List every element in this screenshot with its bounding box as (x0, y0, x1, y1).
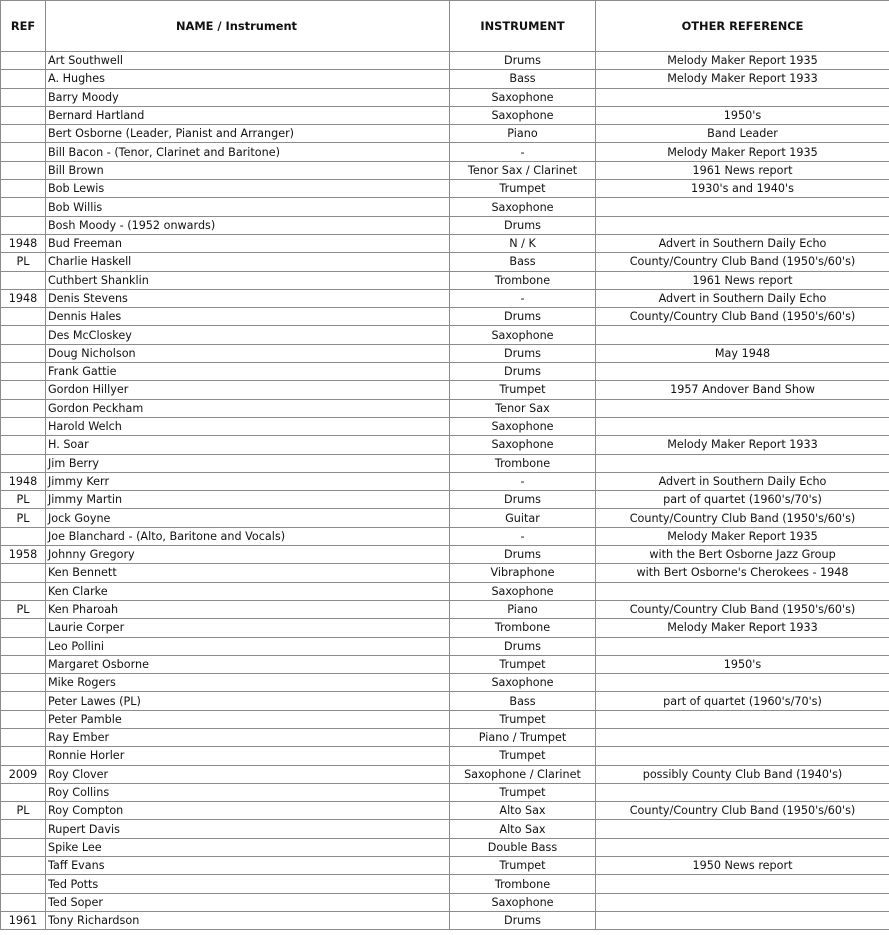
table-row (1, 326, 889, 344)
other-reference-cell (596, 911, 889, 929)
name-cell: Denis Stevens (46, 289, 450, 307)
name-cell: Cuthbert Shanklin (46, 271, 450, 289)
name-cell: Charlie Haskell (46, 253, 450, 271)
table-row (1, 253, 889, 271)
ref-cell (1, 710, 46, 728)
instrument-cell: Drums (450, 637, 596, 655)
instrument-cell: Drums (450, 216, 596, 234)
table-row (1, 454, 889, 472)
table-row (1, 582, 889, 600)
instrument-cell: Drums (450, 546, 596, 564)
table-row (1, 363, 889, 381)
table-row (1, 198, 889, 216)
name-cell: Laurie Corper (46, 619, 450, 637)
instrument-cell: Saxophone (450, 582, 596, 600)
ref-cell: 2009 (1, 765, 46, 783)
table-row (1, 527, 889, 545)
ref-cell: PL (1, 600, 46, 618)
name-cell: Leo Pollini (46, 637, 450, 655)
name-cell: Des McCloskey (46, 326, 450, 344)
other-reference-cell: County/Country Club Band (1950's/60's) (596, 509, 889, 527)
name-cell: Mike Rogers (46, 674, 450, 692)
other-reference-cell: 1961 News report (596, 161, 889, 179)
instrument-cell: - (450, 143, 596, 161)
name-cell: Ken Clarke (46, 582, 450, 600)
other-reference-cell (596, 674, 889, 692)
table-row (1, 655, 889, 673)
instrument-cell: Saxophone (450, 893, 596, 911)
table-row (1, 637, 889, 655)
name-cell: Spike Lee (46, 838, 450, 856)
ref-cell: 1961 (1, 911, 46, 929)
instrument-cell: Bass (450, 692, 596, 710)
name-cell: Dennis Hales (46, 308, 450, 326)
instrument-cell: Saxophone (450, 417, 596, 435)
table-row (1, 600, 889, 618)
table-row (1, 308, 889, 326)
other-reference-cell: with the Bert Osborne Jazz Group (596, 546, 889, 564)
instrument-cell: Trumpet (450, 857, 596, 875)
other-reference-cell: Advert in Southern Daily Echo (596, 472, 889, 490)
table-row (1, 710, 889, 728)
table-row (1, 783, 889, 801)
ref-cell (1, 198, 46, 216)
name-cell: Gordon Peckham (46, 399, 450, 417)
ref-cell: PL (1, 802, 46, 820)
ref-cell (1, 271, 46, 289)
other-reference-cell: Melody Maker Report 1933 (596, 619, 889, 637)
instrument-cell: Bass (450, 253, 596, 271)
instrument-cell: Tenor Sax / Clarinet (450, 161, 596, 179)
other-reference-cell: 1950's (596, 655, 889, 673)
ref-cell (1, 180, 46, 198)
name-cell: Bill Bacon - (Tenor, Clarinet and Baritone) (46, 143, 450, 161)
other-reference-cell: part of quartet (1960's/70's) (596, 491, 889, 509)
name-cell: Roy Clover (46, 765, 450, 783)
name-cell: Barry Moody (46, 88, 450, 106)
other-reference-cell (596, 216, 889, 234)
ref-cell (1, 637, 46, 655)
other-reference-cell: part of quartet (1960's/70's) (596, 692, 889, 710)
other-reference-cell (596, 820, 889, 838)
instrument-cell: Trombone (450, 454, 596, 472)
other-reference-cell (596, 454, 889, 472)
name-cell: Ray Ember (46, 728, 450, 746)
instrument-cell: Trumpet (450, 655, 596, 673)
instrument-cell: Piano / Trumpet (450, 728, 596, 746)
table-row (1, 180, 889, 198)
instrument-cell: Trumpet (450, 710, 596, 728)
table-row (1, 509, 889, 527)
instrument-cell: - (450, 472, 596, 490)
other-reference-cell (596, 728, 889, 746)
name-cell: Bill Brown (46, 161, 450, 179)
header-name: NAME / Instrument (46, 1, 450, 52)
table-row (1, 216, 889, 234)
other-reference-cell: County/Country Club Band (1950's/60's) (596, 802, 889, 820)
instrument-cell: Piano (450, 600, 596, 618)
ref-cell (1, 655, 46, 673)
name-cell: Taff Evans (46, 857, 450, 875)
instrument-cell: Trumpet (450, 180, 596, 198)
table-row (1, 143, 889, 161)
name-cell: Harold Welch (46, 417, 450, 435)
table-row (1, 765, 889, 783)
instrument-cell: Trombone (450, 271, 596, 289)
ref-cell (1, 820, 46, 838)
other-reference-cell (596, 710, 889, 728)
ref-cell (1, 88, 46, 106)
table-row (1, 234, 889, 252)
other-reference-cell (596, 88, 889, 106)
name-cell: Roy Compton (46, 802, 450, 820)
instrument-cell: Drums (450, 491, 596, 509)
instrument-cell: Saxophone (450, 106, 596, 124)
table-row (1, 728, 889, 746)
ref-cell (1, 436, 46, 454)
ref-cell (1, 582, 46, 600)
table-row (1, 88, 889, 106)
other-reference-cell: Melody Maker Report 1935 (596, 52, 889, 70)
other-reference-cell: 1961 News report (596, 271, 889, 289)
name-cell: Bob Lewis (46, 180, 450, 198)
name-cell: Jock Goyne (46, 509, 450, 527)
table-row (1, 564, 889, 582)
ref-cell (1, 216, 46, 234)
ref-cell (1, 674, 46, 692)
other-reference-cell: County/Country Club Band (1950's/60's) (596, 253, 889, 271)
instrument-cell: - (450, 527, 596, 545)
ref-cell (1, 838, 46, 856)
table-row (1, 436, 889, 454)
instrument-cell: Double Bass (450, 838, 596, 856)
instrument-cell: Trumpet (450, 381, 596, 399)
instrument-cell: Trumpet (450, 747, 596, 765)
name-cell: Frank Gattie (46, 363, 450, 381)
name-cell: Ronnie Horler (46, 747, 450, 765)
instrument-cell: Saxophone / Clarinet (450, 765, 596, 783)
name-cell: Peter Lawes (PL) (46, 692, 450, 710)
other-reference-cell: Melody Maker Report 1935 (596, 527, 889, 545)
table-row (1, 381, 889, 399)
ref-cell (1, 344, 46, 362)
table-row (1, 674, 889, 692)
other-reference-cell: Melody Maker Report 1933 (596, 70, 889, 88)
ref-cell: PL (1, 509, 46, 527)
table-row (1, 161, 889, 179)
table-row (1, 52, 889, 70)
ref-cell (1, 454, 46, 472)
table-row (1, 802, 889, 820)
table-row (1, 820, 889, 838)
other-reference-cell: Melody Maker Report 1935 (596, 143, 889, 161)
table-row (1, 893, 889, 911)
name-cell: Rupert Davis (46, 820, 450, 838)
ref-cell (1, 747, 46, 765)
ref-cell (1, 363, 46, 381)
table-row (1, 875, 889, 893)
other-reference-cell: County/Country Club Band (1950's/60's) (596, 600, 889, 618)
ref-cell: 1958 (1, 546, 46, 564)
instrument-cell: Guitar (450, 509, 596, 527)
other-reference-cell: 1950's (596, 106, 889, 124)
table-row (1, 417, 889, 435)
header-other-reference: OTHER REFERENCE (596, 1, 889, 52)
ref-cell: 1948 (1, 289, 46, 307)
instrument-cell: Trombone (450, 875, 596, 893)
name-cell: Bosh Moody - (1952 onwards) (46, 216, 450, 234)
name-cell: Bernard Hartland (46, 106, 450, 124)
name-cell: Bud Freeman (46, 234, 450, 252)
name-cell: Ken Pharoah (46, 600, 450, 618)
instrument-cell: Saxophone (450, 88, 596, 106)
instrument-cell: Saxophone (450, 436, 596, 454)
ref-cell (1, 381, 46, 399)
ref-cell (1, 52, 46, 70)
instrument-cell: - (450, 289, 596, 307)
ref-cell: 1948 (1, 234, 46, 252)
name-cell: Art Southwell (46, 52, 450, 70)
ref-cell (1, 783, 46, 801)
ref-cell (1, 308, 46, 326)
name-cell: Doug Nicholson (46, 344, 450, 362)
name-cell: Bob Willis (46, 198, 450, 216)
ref-cell (1, 417, 46, 435)
other-reference-cell: 1930's and 1940's (596, 180, 889, 198)
instrument-cell: Drums (450, 308, 596, 326)
table-row (1, 838, 889, 856)
other-reference-cell: May 1948 (596, 344, 889, 362)
ref-cell: 1948 (1, 472, 46, 490)
instrument-cell: Tenor Sax (450, 399, 596, 417)
other-reference-cell: County/Country Club Band (1950's/60's) (596, 308, 889, 326)
instrument-cell: Drums (450, 911, 596, 929)
name-cell: Joe Blanchard - (Alto, Baritone and Vocals) (46, 527, 450, 545)
ref-cell (1, 161, 46, 179)
table-row (1, 289, 889, 307)
other-reference-cell (596, 417, 889, 435)
instrument-cell: Drums (450, 52, 596, 70)
other-reference-cell: with Bert Osborne's Cherokees - 1948 (596, 564, 889, 582)
table-row (1, 472, 889, 490)
table-row (1, 747, 889, 765)
instrument-cell: Trumpet (450, 783, 596, 801)
other-reference-cell (596, 838, 889, 856)
name-cell: Bert Osborne (Leader, Pianist and Arranger) (46, 125, 450, 143)
table-row (1, 70, 889, 88)
other-reference-cell (596, 637, 889, 655)
name-cell: Jimmy Martin (46, 491, 450, 509)
instrument-cell: Piano (450, 125, 596, 143)
table-row (1, 857, 889, 875)
other-reference-cell: possibly County Club Band (1940's) (596, 765, 889, 783)
name-cell: Peter Pamble (46, 710, 450, 728)
instrument-cell: N / K (450, 234, 596, 252)
header-row (1, 1, 889, 52)
other-reference-cell (596, 893, 889, 911)
ref-cell (1, 857, 46, 875)
instrument-cell: Saxophone (450, 326, 596, 344)
name-cell: A. Hughes (46, 70, 450, 88)
instrument-cell: Alto Sax (450, 802, 596, 820)
name-cell: Ted Soper (46, 893, 450, 911)
table-row (1, 106, 889, 124)
table-row (1, 399, 889, 417)
other-reference-cell: 1950 News report (596, 857, 889, 875)
table-row (1, 692, 889, 710)
table-row (1, 911, 889, 929)
instrument-cell: Trombone (450, 619, 596, 637)
ref-cell (1, 70, 46, 88)
ref-cell (1, 692, 46, 710)
ref-cell (1, 875, 46, 893)
name-cell: Jimmy Kerr (46, 472, 450, 490)
instrument-cell: Bass (450, 70, 596, 88)
ref-cell (1, 893, 46, 911)
ref-cell (1, 564, 46, 582)
header-instrument: INSTRUMENT (450, 1, 596, 52)
other-reference-cell (596, 198, 889, 216)
other-reference-cell: Band Leader (596, 125, 889, 143)
other-reference-cell: Advert in Southern Daily Echo (596, 234, 889, 252)
name-cell: H. Soar (46, 436, 450, 454)
name-cell: Roy Collins (46, 783, 450, 801)
name-cell: Tony Richardson (46, 911, 450, 929)
other-reference-cell (596, 783, 889, 801)
name-cell: Margaret Osborne (46, 655, 450, 673)
ref-cell: PL (1, 253, 46, 271)
table-row (1, 271, 889, 289)
instrument-cell: Alto Sax (450, 820, 596, 838)
other-reference-cell: 1957 Andover Band Show (596, 381, 889, 399)
ref-cell (1, 326, 46, 344)
table-row (1, 344, 889, 362)
instrument-cell: Saxophone (450, 198, 596, 216)
name-cell: Gordon Hillyer (46, 381, 450, 399)
ref-cell (1, 125, 46, 143)
ref-cell (1, 143, 46, 161)
other-reference-cell (596, 747, 889, 765)
ref-cell (1, 527, 46, 545)
name-cell: Jim Berry (46, 454, 450, 472)
instrument-cell: Drums (450, 344, 596, 362)
table-row (1, 619, 889, 637)
header-ref: REF (1, 1, 46, 52)
table-row (1, 125, 889, 143)
table-row (1, 546, 889, 564)
ref-cell: PL (1, 491, 46, 509)
name-cell: Ken Bennett (46, 564, 450, 582)
table-row (1, 491, 889, 509)
ref-cell (1, 728, 46, 746)
ref-cell (1, 619, 46, 637)
other-reference-cell (596, 582, 889, 600)
instrument-cell: Drums (450, 363, 596, 381)
name-cell: Ted Potts (46, 875, 450, 893)
instrument-cell: Saxophone (450, 674, 596, 692)
other-reference-cell: Melody Maker Report 1933 (596, 436, 889, 454)
name-cell: Johnny Gregory (46, 546, 450, 564)
other-reference-cell (596, 326, 889, 344)
instrument-cell: Vibraphone (450, 564, 596, 582)
other-reference-cell (596, 875, 889, 893)
other-reference-cell: Advert in Southern Daily Echo (596, 289, 889, 307)
other-reference-cell (596, 363, 889, 381)
ref-cell (1, 106, 46, 124)
ref-cell (1, 399, 46, 417)
other-reference-cell (596, 399, 889, 417)
